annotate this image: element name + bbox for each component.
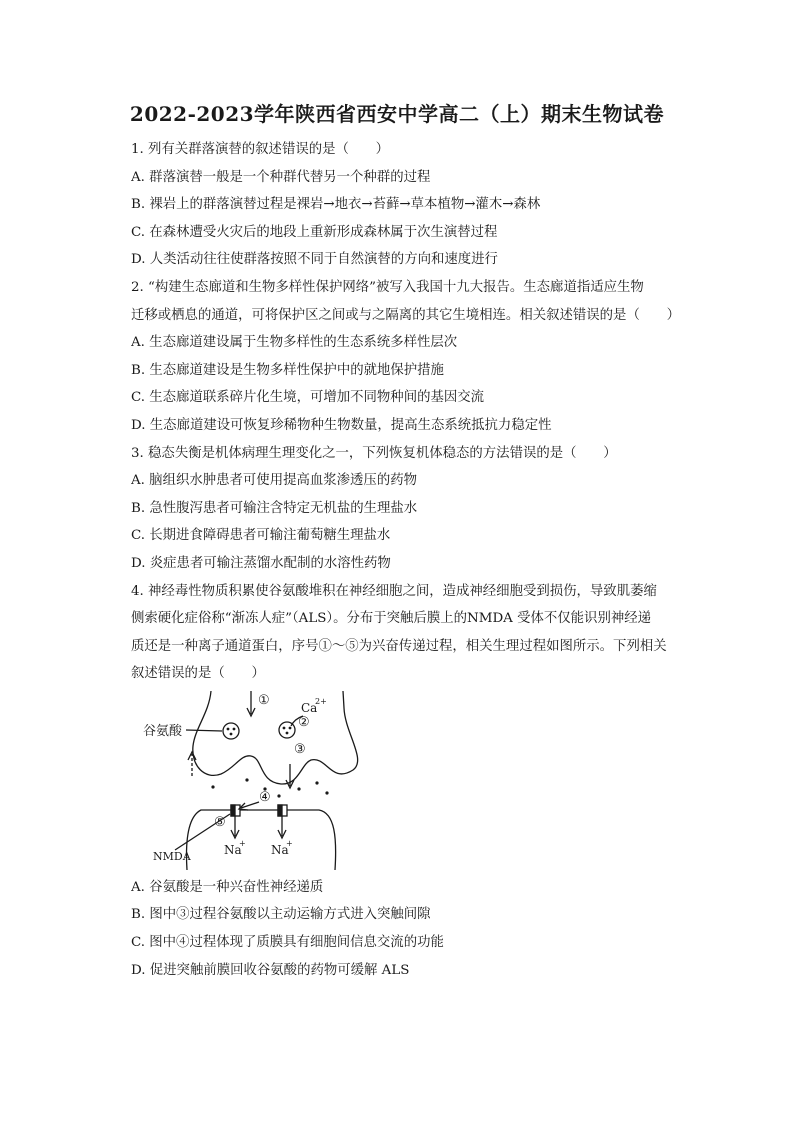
option-c: C. 在森林遭受火灾后的地段上重新形成森林属于次生演替过程 [131,224,498,240]
option-b: B. 急性腹泻患者可输注含特定无机盐的生理盐水 [131,500,418,516]
question-4-stem-line-4: 叙述错误的是（ ） [131,666,265,682]
question-1 [131,136,697,274]
label-ca: Ca [301,700,318,715]
question-list [131,136,697,984]
question-4-stem-line-2: 侧索硬化症俗称“渐冻人症”（ALS）。分布于突触后膜上的NMDA 受体不仅能识别神经递 [131,611,652,627]
synapse-svg [131,688,697,870]
option-c: C. 生态廊道联系碎片化生境，可增加不同物种间的基因交流 [131,390,485,406]
label-step-2: ② [298,714,310,730]
option-b: B. 裸岩上的群落演替过程是裸岩→地衣→苔藓→草本植物→灌木→森林 [131,197,541,213]
label-na-charge-1: + [239,838,246,848]
option-d: D. 炎症患者可输注蒸馏水配制的水溶性药物 [131,555,391,571]
question-4-stem-line-1: 4. 神经毒性物质积累使谷氨酸堆积在神经细胞之间，造成神经细胞受到损伤，导致肌萎缩 [131,583,657,599]
label-step-1: ① [258,692,270,708]
question-4-options [131,874,697,984]
presynaptic-membrane [193,691,358,784]
label-glutamate: 谷氨酸 [143,723,183,739]
option-c: C. 长期进食障碍患者可输注葡萄糖生理盐水 [131,528,391,544]
question-2-stem-line-2: 迁移或栖息的通道，可将保护区之间或与之隔离的其它生境相连。相关叙述错误的是（ ） [131,307,681,323]
label-step-5: ⑤ [214,814,226,830]
label-ca-charge: 2+ [315,696,327,706]
question-2-stem-line-1: 2. “构建生态廊道和生物多样性保护网络”被写入我国十九大报告。生态廊道指适应生物 [131,279,644,295]
option-a: A. 生态廊道建设属于生物多样性的生态系统多样性层次 [131,335,458,351]
exam-title: 2022-2023学年陕西省西安中学高二（上）期末生物试卷 [129,102,665,126]
question-3 [131,440,697,578]
option-a: A. 脑组织水肿患者可使用提高血浆渗透压的药物 [131,473,417,489]
label-na-1: Na [224,842,242,857]
label-na-charge-2: + [286,838,293,848]
option-c: C. 图中④过程体现了质膜具有细胞间信息交流的功能 [131,935,444,951]
option-b: B. 图中③过程谷氨酸以主动运输方式进入突触间隙 [131,907,431,923]
option-a: A. 群落演替一般是一个种群代替另一个种群的过程 [131,169,431,185]
question-4-stem-line-3: 质还是一种离子通道蛋白，序号①～⑤为兴奋传递过程，相关生理过程如图所示。下列相关 [131,638,667,654]
postsynaptic-membrane [187,810,336,870]
question-3-stem: 3. 稳态失衡是机体病理生理变化之一，下列恢复机体稳态的方法错误的是（ ） [131,445,617,461]
question-2 [131,274,697,440]
option-b: B. 生态廊道建设是生物多样性保护中的就地保护措施 [131,362,444,378]
label-step-3: ③ [294,741,306,757]
label-step-4: ④ [259,789,271,805]
option-d: D. 生态廊道建设可恢复珍稀物种生物数量，提高生态系统抵抗力稳定性 [131,417,552,433]
option-d: D. 促进突触前膜回收谷氨酸的药物可缓解 ALS [131,962,410,978]
question-4 [131,578,697,985]
synapse-diagram [131,688,697,870]
label-na-2: Na [271,842,289,857]
option-a: A. 谷氨酸是一种兴奋性神经递质 [131,879,324,895]
nmda-receptor [231,805,240,816]
option-d: D. 人类活动往往使群落按照不同于自然演替的方向和速度进行 [131,252,498,268]
question-1-stem: 1. 列有关群落演替的叙述错误的是（ ） [131,142,390,157]
label-nmda: NMDA [153,849,191,863]
nmda-receptor [278,805,287,816]
synaptic-vesicle [223,723,239,739]
glutamate-pointer [186,730,222,731]
